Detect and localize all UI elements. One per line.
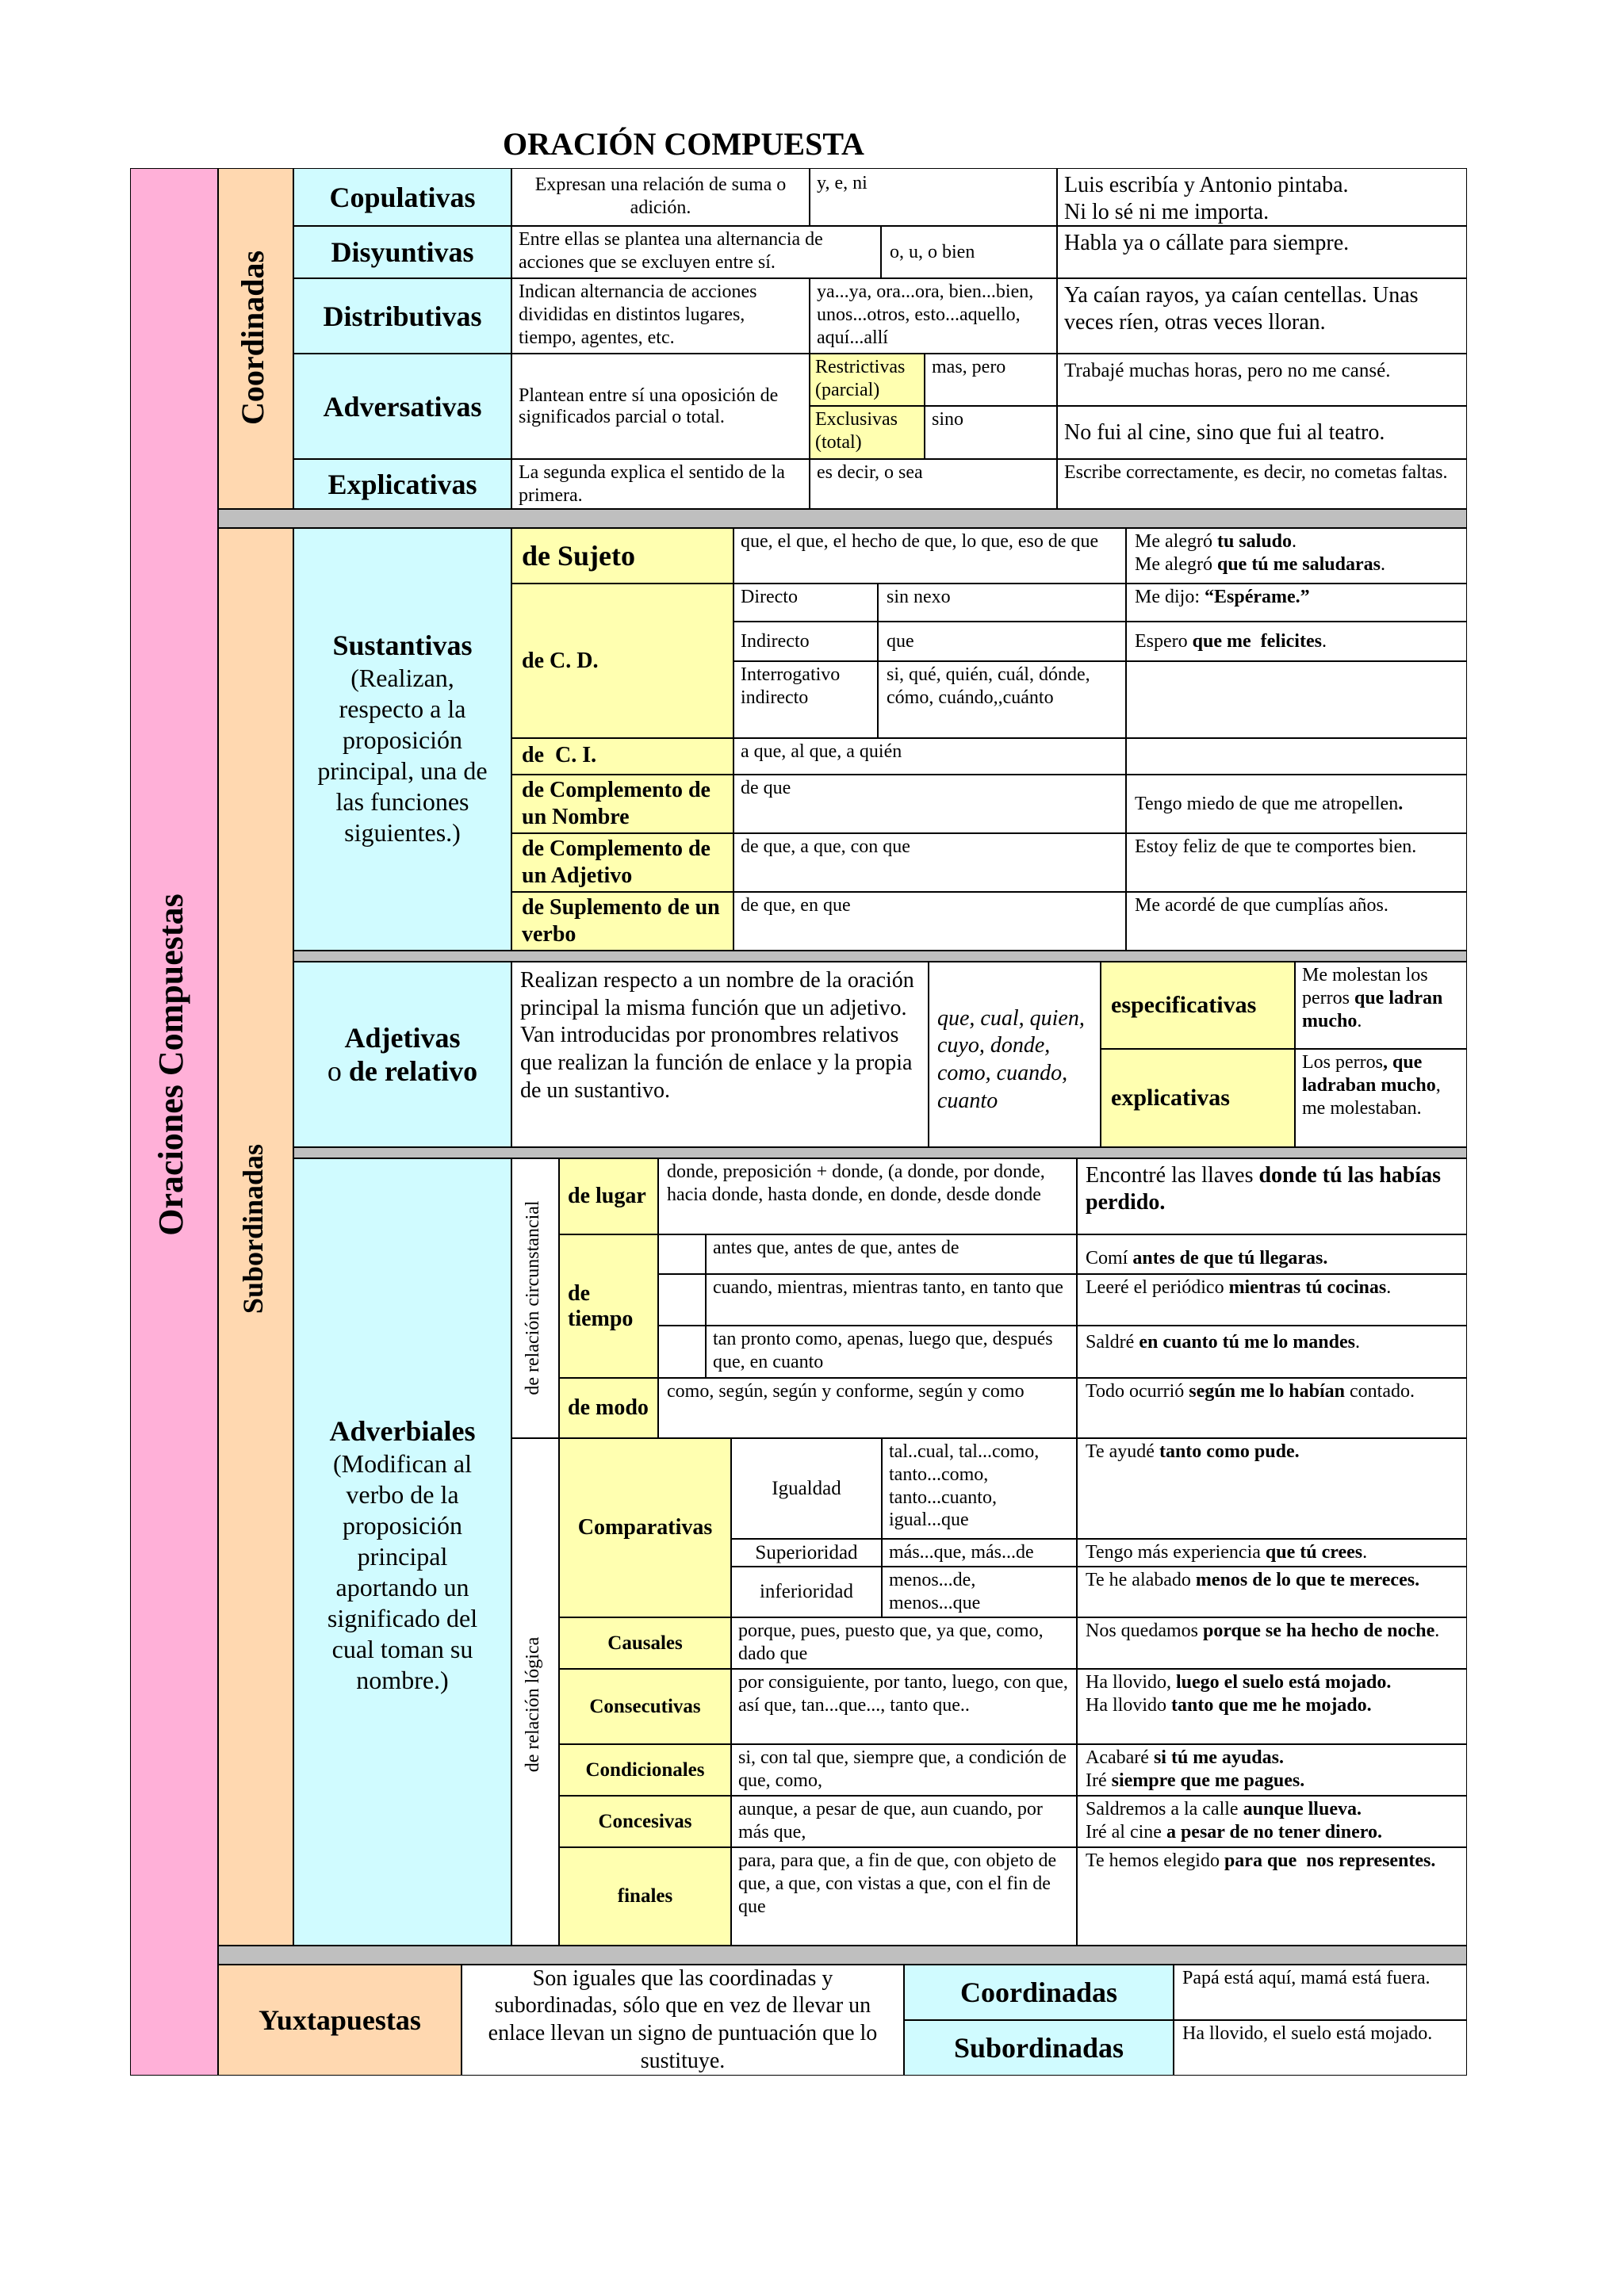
- adv-comp-ig-ej-b: tanto como pude.: [1159, 1441, 1300, 1462]
- adv-tiempo-label: [559, 1234, 658, 1378]
- adv-tiempo-e3c: .: [1354, 1332, 1360, 1353]
- adv-causales-ejemplo: [1077, 1617, 1467, 1669]
- separator-4: [218, 1946, 1467, 1965]
- coord-adversativas-exclusivas: [810, 406, 925, 459]
- sust-cd-directo-text: Directo: [741, 587, 798, 607]
- adv-comp-inferioridad-nexo: [882, 1567, 1077, 1617]
- adv-cons-e1b: luego el suelo está mojado.: [1176, 1672, 1392, 1693]
- adv-tiempo-e2c: .: [1386, 1277, 1392, 1298]
- adv-cond-e1a: Acabaré: [1086, 1747, 1154, 1768]
- adj-expl-ej-b: , que ladraban mucho: [1302, 1052, 1436, 1096]
- adv-desc: (Modifican al verbo de la proposición principal aportando un significado del cual toman su nombre.): [327, 1449, 478, 1695]
- adv-finales-nexo-text: para, para que, a fin de que, con objeto de que, a que, con vistas a que, con el fin de que: [738, 1850, 1057, 1917]
- adv-tiempo-e1b: antes de que tú llegaras.: [1132, 1247, 1328, 1269]
- adv-modo-ejemplo: [1077, 1378, 1467, 1438]
- coord-copulativas-ej1: Luis escribía y Antonio pintaba.: [1064, 173, 1349, 197]
- adv-comp-superioridad-nexo-text: más...que, más...de: [889, 1542, 1034, 1563]
- adv-tiempo-n2: cuando, mientras, mientras tanto, en tanto que: [713, 1277, 1063, 1298]
- sust-name-cell: [293, 528, 511, 951]
- adv-condicionales-label: Condicionales: [559, 1744, 731, 1796]
- coord-adversativas-restrictivas: [810, 354, 925, 406]
- adj-expl-ej-c: , me molestaban.: [1302, 1074, 1441, 1119]
- coord-copulativas-desc: [511, 168, 810, 226]
- yux-desc-text: Son iguales que las coordinadas y subordinadas, sólo que en vez de llevar un enlace llevan un signo de puntuación que lo sustituye.: [488, 1965, 878, 2073]
- coord-disyuntivas-ej: Habla ya o cállate para siempre.: [1064, 231, 1350, 255]
- adv-conc-e1b: aunque llueva.: [1243, 1799, 1362, 1820]
- coord-disyuntivas-desc-text: Entre ellas se plantea una alternancia de acciones que se excluyen entre sí.: [519, 229, 823, 273]
- sust-cadj-nexo: [733, 833, 1126, 892]
- sust-cd-indirecto-ejemplo: [1126, 622, 1467, 661]
- adv-comp-inf-ej-b: menos de lo que te mereces.: [1195, 1570, 1420, 1590]
- adv-causales-nexo-text: porque, pues, puesto que, ya que, como, dado que: [738, 1621, 1044, 1664]
- sust-cd-interrogativo-nexo: [878, 661, 1126, 738]
- adv-tiempo-e3a: Saldré: [1086, 1332, 1139, 1353]
- adv-comp-igualdad-nexo: [882, 1438, 1077, 1539]
- side-oraciones-compuestas: [130, 168, 218, 2076]
- sust-sujeto-label: de Sujeto: [511, 528, 733, 584]
- adv-cond-e2a: Iré: [1086, 1770, 1112, 1791]
- sust-cd-interrogativo: [733, 661, 878, 738]
- sust-desc: (Realizan, respecto a la proposición principal, una de las funciones siguientes.): [317, 664, 488, 848]
- coord-restrictivas-nexo-text: mas, pero: [932, 357, 1006, 377]
- sust-sujeto-ej2c: .: [1381, 553, 1385, 575]
- adv-tiempo-nexo-2: [706, 1274, 1077, 1326]
- adv-tiempo-n3: tan pronto como, apenas, luego que, después que, en cuanto: [713, 1329, 1053, 1372]
- sust-cn-label: [511, 775, 733, 833]
- adv-cons-e1a: Ha llovido,: [1086, 1672, 1176, 1693]
- adv-lugar-label: [559, 1158, 658, 1234]
- sust-cd-indirecto-ej-a: Espero: [1135, 630, 1193, 652]
- adv-finales-label: finales: [559, 1847, 731, 1946]
- sust-cadj-ej: Estoy feliz de que te comportes bien.: [1135, 836, 1417, 857]
- sust-cn-ej-a: Tengo miedo de que me atropellen: [1135, 793, 1399, 814]
- sust-cn-label-text: de Complemento de un Nombre: [522, 778, 710, 829]
- adv-logica-group: [511, 1438, 559, 1946]
- sust-sujeto-nexo-text: que, el que, el hecho de que, lo que, eso de que: [741, 531, 1099, 552]
- adv-comp-superioridad: Superioridad: [731, 1539, 882, 1567]
- adv-conc-e2b: a pesar de no tener dinero.: [1166, 1821, 1382, 1843]
- adv-conc-e1a: Saldremos a la calle: [1086, 1799, 1243, 1820]
- separator-3: [293, 1147, 1467, 1158]
- sust-suplemento-ejemplo: [1126, 892, 1467, 951]
- adj-especificativas-ejemplo: [1295, 962, 1467, 1049]
- coord-adversativas-desc-text: Plantean entre sí una oposición de significados parcial o total.: [519, 385, 779, 427]
- adv-fin-ej-b: para que nos representes.: [1224, 1850, 1436, 1871]
- sust-cd-indirecto-ej-c: .: [1321, 630, 1327, 652]
- adv-name: Adverbiales: [329, 1415, 476, 1447]
- sust-cd-indirecto-ej-b: que me felicites: [1192, 630, 1322, 652]
- sust-sujeto-nexo: [733, 528, 1126, 584]
- adv-modo-ej-b: según me lo habían: [1189, 1381, 1346, 1402]
- side-subordinadas: [218, 528, 293, 1946]
- sust-suplemento-ej: Me acordé de que cumplías años.: [1135, 895, 1388, 916]
- adv-modo-nexo-text: como, según, según y conforme, según y como: [667, 1381, 1025, 1402]
- adv-circunstancial-group: [511, 1158, 559, 1438]
- sust-sujeto-ej1a: Me alegró: [1135, 531, 1217, 552]
- adv-comp-igualdad-nexo-text: tal..cual, tal...como, tanto...como, tanto...cuanto, igual...que: [889, 1441, 1040, 1531]
- coord-explicativas-desc-text: La segunda explica el sentido de la primera.: [519, 462, 785, 506]
- coord-restrictivas-label: Restrictivas (parcial): [815, 357, 906, 400]
- adv-lugar-label-text: de lugar: [568, 1184, 646, 1208]
- sust-cd-interrogativo-ejemplo: [1126, 661, 1467, 738]
- adv-modo-label-text: de modo: [568, 1395, 649, 1420]
- sust-cd-indirecto-nexo: [878, 622, 1126, 661]
- coord-explicativas-nexo-text: es decir, o sea: [817, 462, 923, 483]
- adv-lugar-ej-b: donde tú las habías perdido.: [1086, 1163, 1442, 1215]
- adv-tiempo-marker-1: [658, 1234, 706, 1274]
- adv-tiempo-marker-2: [658, 1274, 706, 1326]
- adj-esp-ej-b: que ladran mucho: [1302, 987, 1443, 1031]
- adv-condicionales-ejemplo: [1077, 1744, 1467, 1796]
- adv-comp-sup-ej-b: que tú crees: [1265, 1542, 1363, 1563]
- coord-distributivas-ej: Ya caían rayos, ya caían centellas. Unas veces ríen, otras veces lloran.: [1064, 283, 1419, 335]
- sust-cd-directo-ejemplo: [1126, 584, 1467, 622]
- sust-cn-ej-b: .: [1398, 793, 1404, 814]
- coord-distributivas-nexo: [810, 278, 1057, 354]
- adv-comp-ig-ej-a: Te ayudé: [1086, 1441, 1159, 1462]
- adv-comp-superioridad-nexo: [882, 1539, 1077, 1567]
- sust-sujeto-ej2a: Me alegró: [1135, 553, 1217, 575]
- sust-sujeto-ejemplo: [1126, 528, 1467, 584]
- sust-suplemento-nexo: [733, 892, 1126, 951]
- adj-name2a: o: [327, 1055, 349, 1087]
- sust-ci-label: [511, 738, 733, 775]
- coord-copulativas-desc-text: Expresan una relación de suma o adición.: [534, 174, 787, 218]
- adv-modo-ej-c: contado.: [1345, 1381, 1415, 1402]
- sust-cn-nexo-text: de que: [741, 778, 791, 798]
- adv-tiempo-nexo-3: [706, 1326, 1077, 1378]
- adj-expl-ej-a: Los perros: [1302, 1052, 1383, 1073]
- coord-distributivas-nexo-text: ya...ya, ora...ora, bien...bien, unos...otros, esto...aquello, aquí...allí: [817, 281, 1034, 348]
- sust-cd-directo-nexo-text: sin nexo: [887, 587, 951, 607]
- adv-tiempo-n1: antes que, antes de que, antes de: [713, 1238, 959, 1258]
- sust-cd-interrogativo-nexo-text: si, qué, quién, cuál, dónde, cómo, cuándo,,cuánto: [887, 664, 1090, 708]
- adv-comp-sup-ej-c: .: [1362, 1542, 1368, 1563]
- adv-tiempo-marker-3: [658, 1326, 706, 1378]
- coord-distributivas-desc-text: Indican alternancia de acciones divididas en distintos lugares, tiempo, agentes, etc.: [519, 281, 757, 348]
- sust-cd-directo: [733, 584, 878, 622]
- adv-comparativas-label: Comparativas: [559, 1438, 731, 1617]
- coord-explicativas-nexo: [810, 459, 1057, 509]
- adv-tiempo-e2b: mientras tú cocinas: [1228, 1277, 1387, 1298]
- adv-causales-label: Causales: [559, 1617, 731, 1669]
- coord-explicativas-ej: Escribe correctamente, es decir, no cometas faltas.: [1064, 462, 1448, 483]
- coord-explicativas-ejemplo: [1057, 459, 1467, 509]
- adv-caus-ej-b: porque se ha hecho de noche: [1202, 1621, 1435, 1641]
- sust-cd-indirecto: [733, 622, 878, 661]
- adv-comp-superioridad-ejemplo: [1077, 1539, 1467, 1567]
- yux-coord-ej: Papá está aquí, mamá está fuera.: [1182, 1968, 1431, 1988]
- coord-distributivas-name: Distributivas: [293, 278, 511, 354]
- sust-cd-interrogativo-text: Interrogativo indirecto: [741, 664, 841, 708]
- adv-finales-nexo: [731, 1847, 1077, 1946]
- adv-condicionales-nexo: [731, 1744, 1077, 1796]
- sust-ci-nexo: [733, 738, 1126, 775]
- adv-tiempo-e1a: Comí: [1086, 1247, 1133, 1269]
- adj-name2b: de relativo: [348, 1055, 478, 1087]
- sust-cd-label: de C. D.: [511, 584, 733, 738]
- adv-caus-ej-a: Nos quedamos: [1086, 1621, 1203, 1641]
- adv-comp-sup-ej-a: Tengo más experiencia: [1086, 1542, 1266, 1563]
- adj-name-cell: [293, 962, 511, 1147]
- side-label-coordinadas: Coordinadas: [235, 250, 270, 426]
- adv-tiempo-ejemplo-2: [1077, 1274, 1467, 1326]
- sust-cd-indirecto-nexo-text: que: [887, 630, 914, 652]
- adv-modo-ej-a: Todo ocurrió: [1086, 1381, 1189, 1402]
- yux-subordinadas: Subordinadas: [904, 2020, 1174, 2076]
- side-coordinadas: [218, 168, 293, 509]
- coord-distributivas-ejemplo: [1057, 278, 1467, 354]
- coord-distributivas-desc: [511, 278, 810, 354]
- coord-copulativas-nexo: [810, 168, 1057, 226]
- coord-exclusivas-label: Exclusivas (total): [815, 409, 898, 453]
- sust-cadj-ejemplo: [1126, 833, 1467, 892]
- adv-cons-e2a: Ha llovido: [1086, 1694, 1171, 1716]
- adv-conc-e2a: Iré al cine: [1086, 1821, 1166, 1843]
- yux-coordinadas: Coordinadas: [904, 1965, 1174, 2020]
- adv-tiempo-e3b: en cuanto tú me lo mandes: [1139, 1332, 1355, 1353]
- adv-finales-ejemplo: [1077, 1847, 1467, 1946]
- adv-tiempo-e2a: Leeré el periódico: [1086, 1277, 1229, 1298]
- coord-adversativas-desc: [511, 354, 810, 459]
- adv-causales-nexo: [731, 1617, 1077, 1669]
- side-label-subordinadas: Subordinadas: [237, 1143, 269, 1314]
- adv-tiempo-ejemplo-3: [1077, 1326, 1467, 1378]
- side-label-oraciones-compuestas: Oraciones Compuestas: [151, 894, 190, 1236]
- sust-cd-directo-nexo: [878, 584, 1126, 622]
- adj-esp-ej-c: .: [1357, 1010, 1362, 1031]
- adv-modo-label: [559, 1378, 658, 1438]
- coord-disyuntivas-ejemplo: [1057, 226, 1467, 278]
- adv-cond-e1b: si tú me ayudas.: [1153, 1747, 1284, 1768]
- adv-lugar-ej-a: Encontré las llaves: [1086, 1163, 1259, 1188]
- sust-cn-ejemplo: [1126, 775, 1467, 833]
- adv-concesivas-ejemplo: [1077, 1796, 1467, 1847]
- adj-name1: Adjetivas: [344, 1022, 461, 1054]
- coord-copulativas-ej2: Ni lo sé ni me importa.: [1064, 199, 1270, 224]
- coord-disyuntivas-desc: [511, 226, 881, 278]
- adv-comp-inferioridad: inferioridad: [731, 1567, 882, 1617]
- sust-ci-ejemplo: [1126, 738, 1467, 775]
- sust-ci-label-text: de C. I.: [522, 743, 597, 767]
- adv-consecutivas-label: Consecutivas: [559, 1669, 731, 1744]
- sust-suplemento-label: [511, 892, 733, 951]
- yux-subordinadas-ejemplo: [1174, 2020, 1467, 2076]
- separator-2: [293, 951, 1467, 962]
- coord-disyuntivas-name: Disyuntivas: [293, 226, 511, 278]
- yux-name: Yuxtapuestas: [218, 1965, 462, 2076]
- adv-comp-inf-ej-a: Te he alabado: [1086, 1570, 1196, 1590]
- yux-coordinadas-ejemplo: [1174, 1965, 1467, 2020]
- adv-name-cell: [293, 1158, 511, 1946]
- coord-copulativas-nexo-text: y, e, ni: [817, 173, 868, 193]
- adv-lugar-nexo-text: donde, preposición + donde, (a donde, por donde, hacia donde, hasta donde, en donde, desde donde: [667, 1161, 1045, 1205]
- adv-circunstancial-label: de relación circunstancial: [523, 1200, 543, 1395]
- adj-nexos-text: que, cual, quien, cuyo, donde, como, cuando, cuanto: [937, 1005, 1085, 1113]
- coord-explicativas-desc: [511, 459, 810, 509]
- adv-logica-label: de relación lógica: [523, 1636, 543, 1773]
- adv-tiempo-label-text: de tiempo: [568, 1280, 634, 1331]
- adv-caus-ej-c: .: [1434, 1621, 1440, 1641]
- coord-disyuntivas-nexo-text: o, u, o bien: [890, 241, 975, 262]
- coord-copulativas-ejemplo: [1057, 168, 1467, 226]
- adj-especificativas: especificativas: [1101, 962, 1295, 1049]
- yux-sub-ej: Ha llovido, el suelo está mojado.: [1182, 2023, 1433, 2044]
- coord-copulativas-name: Copulativas: [293, 168, 511, 226]
- adj-esp-ej-a: Me molestan los perros: [1302, 965, 1428, 1008]
- adj-desc: [511, 962, 929, 1147]
- adv-modo-nexo: [658, 1378, 1077, 1438]
- coord-exclusivas-ej: No fui al cine, sino que fui al teatro.: [1064, 419, 1385, 445]
- adv-comp-igualdad: Igualdad: [731, 1438, 882, 1539]
- sust-ci-nexo-text: a que, al que, a quién: [741, 741, 902, 762]
- adj-desc-text: Realizan respecto a un nombre de la oración principal la misma función que un adjetivo. Van introducidas por pronombres relativos que realizan la función de enlace y la propia de un sustantivo.: [520, 968, 914, 1103]
- adv-condicionales-nexo-text: si, con tal que, siempre que, a condición de que, como,: [738, 1747, 1067, 1791]
- coord-restrictivas-ej: Trabajé muchas horas, pero no me cansé.: [1064, 360, 1391, 381]
- page-title: ORACIÓN COMPUESTA: [503, 126, 864, 162]
- adv-fin-ej-a: Te hemos elegido: [1086, 1850, 1224, 1871]
- coord-adversativas-name: Adversativas: [293, 354, 511, 459]
- coord-exclusivas-nexo: [925, 406, 1057, 459]
- adv-cond-e2b: siempre que me pagues.: [1111, 1770, 1305, 1791]
- adv-consecutivas-ejemplo: [1077, 1669, 1467, 1744]
- adv-consecutivas-nexo: [731, 1669, 1077, 1744]
- adj-explicativas-ejemplo: [1295, 1049, 1467, 1147]
- adv-concesivas-nexo-text: aunque, a pesar de que, aun cuando, por más que,: [738, 1799, 1043, 1843]
- sust-cadj-label-text: de Complemento de un Adjetivo: [522, 836, 710, 888]
- adv-concesivas-label: Concesivas: [559, 1796, 731, 1847]
- adv-comp-inferioridad-ejemplo: [1077, 1567, 1467, 1617]
- adv-tiempo-nexo-1: [706, 1234, 1077, 1274]
- coord-exclusivas-nexo-text: sino: [932, 409, 964, 430]
- adv-concesivas-nexo: [731, 1796, 1077, 1847]
- sust-sujeto-ej1b: tu saludo: [1216, 531, 1293, 552]
- adv-comp-igualdad-ejemplo: [1077, 1438, 1467, 1539]
- sust-sujeto-ej1c: .: [1292, 531, 1297, 552]
- adj-explicativas: explicativas: [1101, 1049, 1295, 1147]
- sust-cadj-label: [511, 833, 733, 892]
- coord-explicativas-name: Explicativas: [293, 459, 511, 509]
- separator-1: [218, 509, 1467, 528]
- yux-desc: [462, 1965, 904, 2076]
- sust-cd-directo-ej-a: Me dijo:: [1135, 587, 1205, 607]
- sust-suplemento-label-text: de Suplemento de un verbo: [522, 895, 720, 947]
- adv-lugar-ejemplo: [1077, 1158, 1467, 1234]
- sust-cn-nexo: [733, 775, 1126, 833]
- sust-name: Sustantivas: [332, 629, 473, 661]
- adv-lugar-nexo: [658, 1158, 1077, 1234]
- adv-comp-inferioridad-nexo-text: menos...de, menos...que: [889, 1570, 981, 1613]
- coord-restrictivas-nexo: [925, 354, 1057, 406]
- adj-nexos: [929, 962, 1101, 1147]
- adv-consecutivas-nexo-text: por consiguiente, por tanto, luego, con que, así que, tan...que..., tanto que..: [738, 1672, 1068, 1716]
- sust-cadj-nexo-text: de que, a que, con que: [741, 836, 910, 857]
- coord-exclusivas-ejemplo: [1057, 406, 1467, 459]
- coord-restrictivas-ejemplo: [1057, 354, 1467, 406]
- adv-cons-e2b: tanto que me he mojado.: [1171, 1694, 1372, 1716]
- adv-tiempo-ejemplo-1: [1077, 1234, 1467, 1274]
- coord-disyuntivas-nexo: [881, 226, 1057, 278]
- sust-cd-indirecto-text: Indirecto: [741, 630, 810, 652]
- sust-suplemento-nexo-text: de que, en que: [741, 895, 851, 916]
- sust-sujeto-ej2b: que tú me saludaras: [1216, 553, 1381, 575]
- sust-cd-directo-ej-b: “Espérame.”: [1205, 587, 1310, 607]
